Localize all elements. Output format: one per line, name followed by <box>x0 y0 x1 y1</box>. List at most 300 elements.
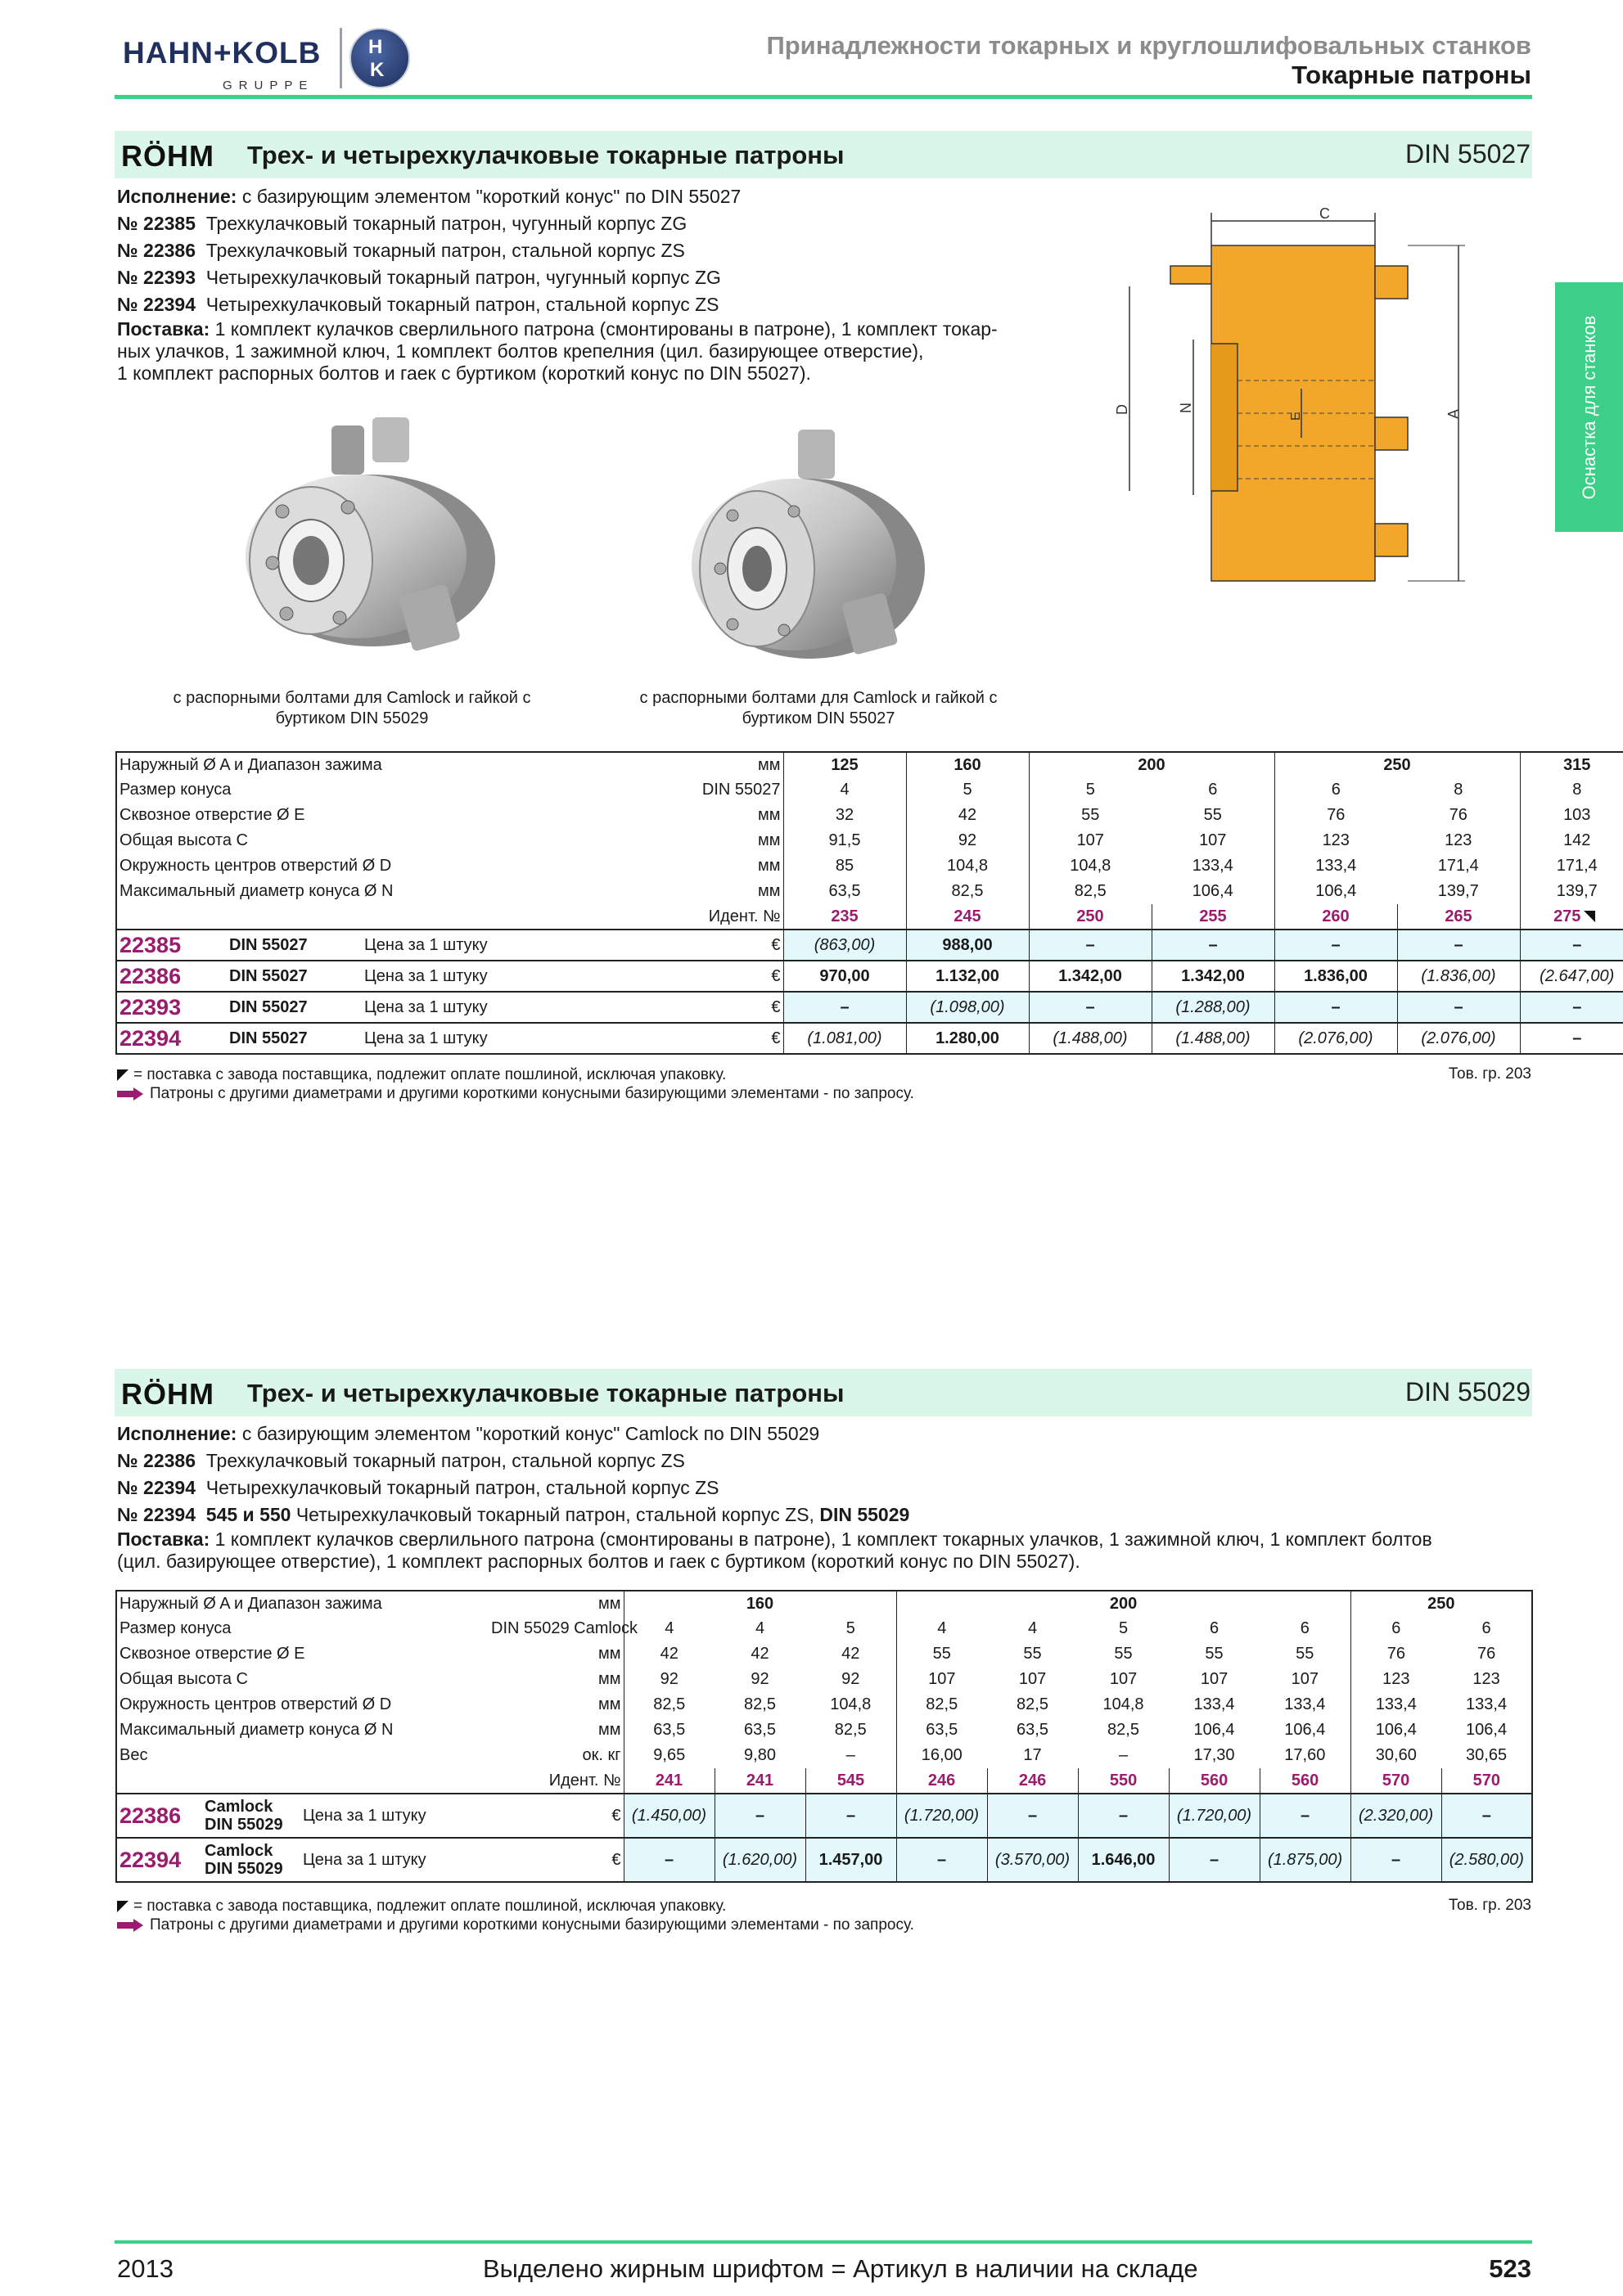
spec-row <box>116 879 1623 904</box>
price-cell: (1.081,00) <box>783 1023 906 1054</box>
spec-value: 82,5 <box>1107 1721 1139 1739</box>
spec-value: 139,7 <box>1556 882 1598 900</box>
price-cell: (3.570,00) <box>987 1838 1078 1882</box>
article-number: 22394 <box>116 1838 202 1882</box>
price-cell: (1.450,00) <box>624 1794 715 1838</box>
price-cell: – <box>1078 1794 1169 1838</box>
spec-value: 139,7 <box>1397 879 1520 904</box>
article-standard: DIN 55027 <box>227 961 362 992</box>
price-row <box>116 1838 1532 1882</box>
price-cell: – <box>1397 992 1520 1023</box>
spec-value: 107 <box>1152 828 1274 853</box>
price-cell: – <box>805 1794 896 1838</box>
spec-value: 42 <box>751 1645 769 1663</box>
price-cell: – <box>987 1794 1078 1838</box>
price-cell: (2.320,00) <box>1350 1794 1441 1838</box>
section2-note-request <box>117 1916 914 1934</box>
spec-value: 5 <box>1118 1619 1129 1637</box>
price-cell: (1.836,00) <box>1397 961 1520 992</box>
spec-row <box>116 803 1623 828</box>
spec-value: 17,30 <box>1193 1746 1235 1764</box>
spec-value: 6 <box>1209 1619 1220 1637</box>
footer-divider <box>115 2240 1532 2244</box>
item-text: Трехкулачковый токарный патрон, стальной корпус ZS <box>205 1450 685 1471</box>
spec-value: 55 <box>932 1645 951 1663</box>
price-cell: 970,00 <box>783 961 906 992</box>
spec-row <box>116 777 1623 803</box>
article-standard-line: DIN 55029 <box>205 1816 283 1834</box>
price-cell: (1.720,00) <box>896 1794 987 1838</box>
spec-value: 133,4 <box>1375 1695 1417 1713</box>
supplier-delivery-icon <box>117 1069 128 1081</box>
ident-value: 560 <box>1169 1768 1260 1794</box>
spec-value: 4 <box>937 1619 947 1637</box>
spec-unit: мм <box>489 1641 624 1667</box>
rohm-brand-logo: RÖHM <box>121 1377 214 1411</box>
currency: € <box>615 1023 783 1054</box>
ident-value: 570 <box>1350 1768 1441 1794</box>
header-category: Принадлежности токарных и круглошлифовальных станков <box>766 31 1531 60</box>
spec-value: 6 <box>1481 1619 1491 1637</box>
spec-label: Окружность центров отверстий Ø D <box>119 1695 392 1713</box>
arrow-right-icon <box>117 1087 143 1101</box>
spec-value: 6 <box>1391 1619 1401 1637</box>
price-cell: – <box>1169 1838 1260 1882</box>
spec-value: 107 <box>1200 1670 1229 1688</box>
price-cell: 1.836,00 <box>1274 961 1397 992</box>
price-cell: – <box>1274 930 1397 961</box>
price-description: Цена за 1 штуку <box>300 1794 489 1838</box>
price-cell: 1.132,00 <box>906 961 1029 992</box>
spec-value: 8 <box>1397 777 1520 803</box>
price-cell: – <box>783 992 906 1023</box>
spec-label: Максимальный диаметр конуса Ø N <box>119 1721 394 1739</box>
spec-value: 92 <box>906 828 1029 853</box>
price-cell: (1.488,00) <box>1152 1023 1274 1054</box>
spec-value: – <box>1118 1746 1129 1764</box>
price-row <box>116 1794 1532 1838</box>
price-description: Цена за 1 штуку <box>362 930 615 961</box>
ident-row <box>116 904 1623 930</box>
spec-value: 32 <box>783 803 906 828</box>
spec-label: Вес <box>119 1746 148 1764</box>
spec-value: 123 <box>1472 1670 1500 1688</box>
section2-title: Трех- и четырехкулачковые токарные патроны <box>247 1379 845 1407</box>
spec-value: 42 <box>805 1641 896 1667</box>
photo-caption-1: с распорными болтами для Camlock и гайкой с буртиком DIN 55029 <box>173 689 531 727</box>
supply-text: 1 комплект кулачков сверлильного патрона (смонтированы в патроне), 1 комплект токар- <box>210 318 998 340</box>
spec-value: 63,5 <box>783 879 906 904</box>
ident-value: 570 <box>1472 1771 1501 1790</box>
section2-description <box>117 1420 1525 1573</box>
price-cell: (1.098,00) <box>906 992 1029 1023</box>
chuck-photo-camlock-55027 <box>688 430 949 667</box>
spec-value: 104,8 <box>805 1692 896 1717</box>
ident-value: 250 <box>1029 904 1152 930</box>
section1-note-supplier <box>117 1065 726 1084</box>
price-cell: – <box>1397 930 1520 961</box>
spec-value: 106,4 <box>1193 1721 1235 1739</box>
execution-label: Исполнение: <box>117 1423 237 1444</box>
spec-unit: мм <box>489 1667 624 1692</box>
supply-label: Поставка: <box>117 318 210 340</box>
price-cell: (1.488,00) <box>1029 1023 1152 1054</box>
spec-unit: мм <box>489 1692 624 1717</box>
spec-unit: мм <box>615 803 783 828</box>
spec-value: 6 <box>1260 1616 1350 1641</box>
article-number: 22394 <box>116 1023 227 1054</box>
chuck-photo-camlock-55029 <box>233 417 512 663</box>
spec-unit: мм <box>489 1717 624 1743</box>
price-cell: 1.646,00 <box>1078 1838 1169 1882</box>
spec-unit: ок. кг <box>489 1743 624 1768</box>
spec-value: 133,4 <box>1315 857 1357 875</box>
item-number: № 22393 <box>117 267 196 288</box>
spec-value: 5 <box>805 1616 896 1641</box>
photo-caption-2: с распорными болтами для Camlock и гайкой с буртиком DIN 55027 <box>639 689 998 727</box>
spec-value: 123 <box>1397 828 1520 853</box>
supplier-delivery-icon <box>117 1901 128 1912</box>
currency: € <box>615 961 783 992</box>
ident-value: 255 <box>1152 904 1274 930</box>
price-cell: 1.457,00 <box>805 1838 896 1882</box>
price-cell: – <box>1152 930 1274 961</box>
price-cell: – <box>1350 1838 1441 1882</box>
spec-value: 125 <box>783 752 906 777</box>
spec-value: 142 <box>1563 831 1591 849</box>
spec-label: Размер конуса <box>119 781 232 799</box>
spec-value: 8 <box>1572 781 1582 799</box>
spec-value: 76 <box>1397 803 1520 828</box>
spec-unit: мм <box>489 1591 624 1616</box>
spec-row <box>116 1717 1532 1743</box>
price-description: Цена за 1 штуку <box>362 961 615 992</box>
price-cell: – <box>1029 930 1152 961</box>
ident-row <box>116 1768 1532 1794</box>
header-subcategory: Токарные патроны <box>1292 61 1531 89</box>
spec-value: 133,4 <box>1466 1695 1508 1713</box>
spec-value: 17 <box>1023 1746 1042 1764</box>
spec-unit: мм <box>615 853 783 879</box>
spec-row <box>116 1692 1532 1717</box>
page-number: 523 <box>1489 2254 1531 2283</box>
price-cell: – <box>1520 930 1623 961</box>
spec-unit: мм <box>615 752 783 777</box>
article-number: 22385 <box>116 930 227 961</box>
spec-label: Сквозное отверстие Ø E <box>119 806 305 824</box>
spec-value: 315 <box>1563 755 1591 774</box>
article-standard-line: DIN 55029 <box>205 1860 283 1878</box>
spec-value: 63,5 <box>653 1721 686 1739</box>
price-cell: 1.342,00 <box>1152 961 1274 992</box>
spec-value: 85 <box>783 853 906 879</box>
spec-unit: мм <box>615 879 783 904</box>
spec-value: 107 <box>1076 831 1104 849</box>
item-text: Четырехкулачковый токарный патрон, чугунный корпус ZG <box>205 267 721 288</box>
spec-value: 55 <box>1205 1645 1224 1663</box>
spec-value: 63,5 <box>744 1721 776 1739</box>
article-standard: DIN 55027 <box>227 930 362 961</box>
note-text: Патроны с другими диаметрами и другими короткими конусными базирующими элементами - по запросу. <box>150 1916 914 1934</box>
spec-value: 82,5 <box>926 1695 958 1713</box>
spec-value: 107 <box>1109 1670 1138 1688</box>
section2-spec-table <box>115 1590 1533 1883</box>
footer-year: 2013 <box>117 2254 174 2283</box>
ident-value: 550 <box>1078 1768 1169 1794</box>
item-text: Четырехкулачковый токарный патрон, стальной корпус ZS, <box>291 1504 820 1525</box>
price-cell: 1.342,00 <box>1029 961 1152 992</box>
price-cell: 1.280,00 <box>906 1023 1029 1054</box>
price-description: Цена за 1 штуку <box>300 1838 489 1882</box>
ident-value-with-supplier-marker <box>1520 904 1623 930</box>
side-tab-label: Оснастка для станков <box>1578 315 1599 499</box>
spec-value: 250 <box>1427 1594 1455 1613</box>
spec-value: 106,4 <box>1315 882 1357 900</box>
spec-value: 9,80 <box>744 1746 776 1764</box>
spec-row <box>116 1591 1532 1616</box>
item-number: № 22394 <box>117 1477 196 1498</box>
price-cell: – <box>1520 992 1623 1023</box>
price-cell: 988,00 <box>906 930 1029 961</box>
rohm-brand-logo: RÖHM <box>121 139 214 173</box>
spec-value: 92 <box>805 1667 896 1692</box>
chuck-technical-drawing <box>1105 200 1490 601</box>
arrow-right-icon <box>117 1919 143 1932</box>
spec-value: 6 <box>1331 781 1341 799</box>
spec-value: 76 <box>1476 1645 1496 1663</box>
price-cell: (2.076,00) <box>1397 1023 1520 1054</box>
spec-value: 63,5 <box>1017 1721 1048 1739</box>
spec-value: 106,4 <box>1152 879 1274 904</box>
ident-value: 235 <box>783 904 906 930</box>
item-number: № 22394 <box>117 294 196 315</box>
ident-value: 275 <box>1553 907 1581 925</box>
dim-label-n: N <box>1178 403 1194 413</box>
price-cell: (2.580,00) <box>1441 1838 1532 1882</box>
spec-value: 133,4 <box>1193 1695 1235 1713</box>
spec-unit: DIN 55029 Camlock <box>489 1616 624 1641</box>
price-cell: (1.720,00) <box>1169 1794 1260 1838</box>
ident-value: 545 <box>805 1768 896 1794</box>
spec-value: 55 <box>1081 806 1100 824</box>
item-text: Четырехкулачковый токарный патрон, стальной корпус ZS <box>205 1477 719 1498</box>
spec-value: 106,4 <box>1466 1721 1508 1739</box>
spec-unit: мм <box>615 828 783 853</box>
supplier-delivery-icon <box>1584 911 1595 922</box>
spec-value: 82,5 <box>1017 1695 1048 1713</box>
currency: € <box>615 992 783 1023</box>
supply-line <box>117 1528 1525 1551</box>
spec-value: 4 <box>1027 1619 1038 1637</box>
article-number: 22393 <box>116 992 227 1023</box>
price-cell: (1.620,00) <box>715 1838 805 1882</box>
spec-value: 82,5 <box>805 1717 896 1743</box>
spec-value: 5 <box>1085 781 1095 799</box>
ident-value: 241 <box>715 1768 805 1794</box>
spec-value: 82,5 <box>906 879 1029 904</box>
spec-label: Сквозное отверстие Ø E <box>119 1645 305 1663</box>
execution-line <box>117 1420 1525 1447</box>
section2-standard: DIN 55029 <box>1405 1377 1531 1407</box>
article-standard <box>202 1794 300 1838</box>
section2-title-bar <box>115 1369 1532 1416</box>
spec-value: 55 <box>1114 1645 1133 1663</box>
spec-value: 30,60 <box>1375 1746 1417 1764</box>
ident-value: 246 <box>896 1768 987 1794</box>
section1-title-bar <box>115 131 1532 178</box>
currency: € <box>615 930 783 961</box>
spec-value: 106,4 <box>1375 1721 1417 1739</box>
section1-standard: DIN 55027 <box>1405 139 1531 169</box>
spec-value: 103 <box>1563 806 1591 824</box>
price-cell: – <box>1520 1023 1623 1054</box>
price-row <box>116 961 1623 992</box>
price-cell: (2.647,00) <box>1520 961 1623 992</box>
item-variant: 545 и 550 <box>205 1504 291 1525</box>
spec-row <box>116 1641 1532 1667</box>
ident-value: 245 <box>906 904 1029 930</box>
spec-row <box>116 1667 1532 1692</box>
dim-label-c: C <box>1319 205 1330 222</box>
spec-value: 82,5 <box>1074 882 1107 900</box>
spec-row <box>116 853 1623 879</box>
price-cell: (1.875,00) <box>1260 1838 1350 1882</box>
price-cell: (863,00) <box>783 930 906 961</box>
logo-sub-text: GRUPPE <box>223 79 314 92</box>
currency: € <box>489 1794 624 1838</box>
section2-product-group: Тов. гр. 203 <box>1448 1897 1531 1914</box>
item-text: Четырехкулачковый токарный патрон, стальной корпус ZS <box>205 294 719 315</box>
spec-value: 123 <box>1322 831 1350 849</box>
spec-value: 76 <box>1386 1645 1405 1663</box>
spec-value: 106,4 <box>1260 1717 1350 1743</box>
article-standard-line: Camlock <box>205 1798 273 1816</box>
note-text: = поставка с завода поставщика, подлежит оплате пошлиной, исключая упаковку. <box>133 1066 727 1083</box>
spec-label: Общая высота C <box>119 831 248 849</box>
side-tab[interactable] <box>1555 282 1623 532</box>
spec-value: 4 <box>783 777 906 803</box>
spec-value: 104,8 <box>1102 1695 1144 1713</box>
spec-value: 17,60 <box>1260 1743 1350 1768</box>
spec-row <box>116 1743 1532 1768</box>
spec-value: 92 <box>751 1670 769 1688</box>
item-number: № 22386 <box>117 240 196 261</box>
spec-value: 171,4 <box>1556 857 1598 875</box>
price-cell: – <box>896 1838 987 1882</box>
section2-note-supplier <box>117 1897 726 1916</box>
spec-value: 250 <box>1274 752 1520 777</box>
article-number: 22386 <box>116 1794 202 1838</box>
spec-value: 107 <box>1260 1667 1350 1692</box>
ident-value: 246 <box>987 1768 1078 1794</box>
execution-text: с базирующим элементом "короткий конус" Camlock по DIN 55029 <box>237 1423 820 1444</box>
spec-row <box>116 752 1623 777</box>
spec-value: 82,5 <box>653 1695 686 1713</box>
item-line <box>117 1501 1525 1528</box>
section1-product-group: Тов. гр. 203 <box>1448 1065 1531 1083</box>
logo-divider <box>340 28 342 88</box>
section1-title: Трех- и четырехкулачковые токарные патроны <box>247 141 845 169</box>
logo-emblem-icon: H K <box>349 28 410 88</box>
footer-legend: Выделено жирным шрифтом = Артикул в наличии на складе <box>483 2254 1198 2283</box>
spec-label: Общая высота C <box>119 1670 248 1688</box>
spec-value: 63,5 <box>926 1721 958 1739</box>
spec-value: 9,65 <box>653 1746 686 1764</box>
price-cell: – <box>624 1838 715 1882</box>
ident-value: 560 <box>1260 1768 1350 1794</box>
spec-value: – <box>805 1743 896 1768</box>
supply-line: 1 комплект распорных болтов и гаек с буртиком (короткий конус по DIN 55027). <box>117 362 811 384</box>
item-standard: DIN 55029 <box>819 1504 910 1525</box>
spec-value: 160 <box>906 752 1029 777</box>
price-description: Цена за 1 штуку <box>362 992 615 1023</box>
dim-label-e: E <box>1289 412 1303 421</box>
item-line <box>117 1447 1525 1474</box>
spec-value: 55 <box>1023 1645 1042 1663</box>
spec-label: Размер конуса <box>119 1619 232 1637</box>
spec-value: 160 <box>624 1591 896 1616</box>
supply-line: ных улачков, 1 зажимной ключ, 1 комплект болтов крепелния (цил. базирующее отверстие), <box>117 340 924 362</box>
spec-value: 5 <box>906 777 1029 803</box>
spec-value: 200 <box>896 1591 1350 1616</box>
price-cell: – <box>1441 1794 1532 1838</box>
spec-unit: DIN 55027 <box>615 777 783 803</box>
spec-value: 4 <box>755 1619 765 1637</box>
article-number: 22386 <box>116 961 227 992</box>
header-divider <box>115 95 1532 99</box>
spec-value: 4 <box>665 1619 674 1637</box>
article-standard: DIN 55027 <box>227 1023 362 1054</box>
spec-value: 92 <box>660 1670 679 1688</box>
spec-value: 133,4 <box>1152 853 1274 879</box>
item-number: № 22385 <box>117 213 196 234</box>
spec-value: 30,65 <box>1466 1746 1508 1764</box>
supply-text: 1 комплект кулачков сверлильного патрона (смонтированы в патроне), 1 комплект токарных улачков, 1 зажимной ключ, 1 комплект болтов <box>210 1528 1432 1550</box>
price-cell: – <box>1260 1794 1350 1838</box>
ident-value: 241 <box>624 1768 715 1794</box>
spec-row <box>116 1616 1532 1641</box>
price-description: Цена за 1 штуку <box>362 1023 615 1054</box>
note-text: Патроны с другими диаметрами и другими короткими конусными базирующими элементами - по запросу. <box>150 1085 914 1102</box>
item-number: № 22386 <box>117 1450 196 1471</box>
spec-label: Максимальный диаметр конуса Ø N <box>119 882 394 900</box>
supply-label: Поставка: <box>117 1528 210 1550</box>
currency: € <box>489 1838 624 1882</box>
spec-value: 6 <box>1152 777 1274 803</box>
execution-text: с базирующим элементом "короткий конус" по DIN 55027 <box>237 186 742 207</box>
price-row <box>116 930 1623 961</box>
spec-value: 82,5 <box>744 1695 776 1713</box>
ident-value: 265 <box>1397 904 1520 930</box>
spec-value: 91,5 <box>783 828 906 853</box>
spec-value: 123 <box>1382 1670 1410 1688</box>
spec-value: 42 <box>660 1645 679 1663</box>
section1-spec-table <box>115 751 1623 1055</box>
spec-value: 104,8 <box>906 853 1029 879</box>
ident-label: Идент. № <box>489 1768 624 1794</box>
spec-label: Окружность центров отверстий Ø D <box>119 857 392 875</box>
item-line <box>117 1474 1525 1501</box>
price-cell: (1.288,00) <box>1152 992 1274 1023</box>
spec-value: 171,4 <box>1397 853 1520 879</box>
price-cell: – <box>715 1794 805 1838</box>
spec-value: 104,8 <box>1070 857 1111 875</box>
dim-label-a: A <box>1445 408 1462 419</box>
spec-value: 55 <box>1152 803 1274 828</box>
price-row <box>116 1023 1623 1054</box>
item-number: № 22394 <box>117 1504 196 1525</box>
item-text: Трехкулачковый токарный патрон, чугунный корпус ZG <box>205 213 688 234</box>
